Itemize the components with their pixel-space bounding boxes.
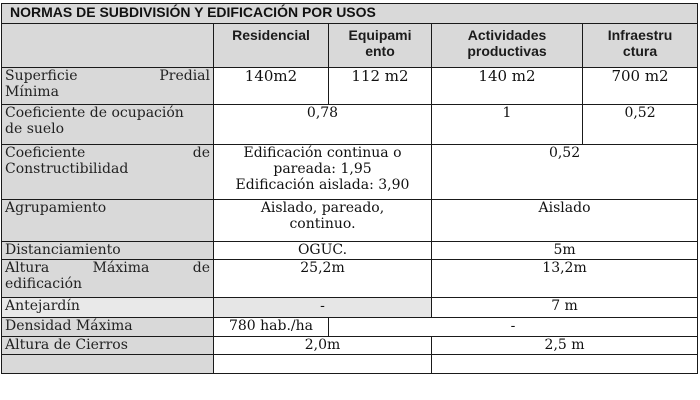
header-actividades-line2: productivas: [467, 43, 547, 59]
header-row: [2, 24, 698, 68]
label-constructibilidad-line2: Constructibilidad: [5, 161, 129, 177]
row-agrupamiento: [2, 200, 698, 242]
header-actividades: [432, 24, 583, 68]
densidad-rest: -: [329, 318, 698, 337]
header-infraestructura: [583, 24, 698, 68]
title-row: [2, 4, 698, 24]
header-equipamiento-line2: ento: [365, 43, 395, 59]
label-superficie: [2, 68, 214, 105]
distanciamiento-res-equip: OGUC.: [214, 242, 432, 260]
header-infra-line2: ctura: [622, 43, 658, 59]
header-empty-cell: [2, 24, 214, 68]
antejardin-res-equip: -: [214, 298, 432, 318]
row-cierros: [2, 337, 698, 355]
ocupacion-res-equip: 0,78: [214, 105, 432, 145]
empty-label-cell: [2, 355, 214, 374]
label-altura-line1: Altura Máxima de: [5, 260, 210, 276]
label-constructibilidad: [2, 145, 214, 200]
agrupamiento-act-infra: Aislado: [432, 200, 698, 242]
constructibilidad-line1: Edificación continua o: [243, 145, 402, 161]
superficie-actividades: 140 m2: [432, 68, 583, 105]
superficie-infraestructura: 700 m2: [583, 68, 698, 105]
agrupamiento-res-equip: [214, 200, 432, 242]
label-cierros: Altura de Cierros: [2, 337, 214, 355]
header-residencial: [214, 24, 329, 68]
norms-table: [1, 3, 698, 374]
label-antejardin: Antejardín: [2, 298, 214, 318]
label-ocupacion-line1: Coeficiente de ocupación: [5, 105, 184, 121]
header-infra-line1: Infraestru: [607, 27, 673, 43]
row-antejardin: [2, 298, 698, 318]
row-altura-maxima: [2, 260, 698, 298]
header-equipamiento: [329, 24, 432, 68]
cierros-res-equip: 2,0m: [214, 337, 432, 355]
row-empty: [2, 355, 698, 374]
label-constructibilidad-line1: Coeficiente de: [5, 145, 210, 161]
row-superficie: [2, 68, 698, 105]
label-superficie-line2: Mínima: [5, 84, 59, 100]
label-densidad: Densidad Máxima: [2, 318, 214, 337]
header-residencial-text: Residencial: [232, 27, 310, 43]
constructibilidad-res-equip: [214, 145, 432, 200]
label-ocupacion: [2, 105, 214, 145]
row-ocupacion: [2, 105, 698, 145]
superficie-residencial: 140m2: [214, 68, 329, 105]
label-distanciamiento: Distanciamiento: [2, 242, 214, 260]
superficie-equipamiento: 112 m2: [329, 68, 432, 105]
antejardin-act-infra: 7 m: [432, 298, 698, 318]
agrupamiento-line1: Aislado, pareado,: [260, 200, 385, 216]
altura-res-equip: 25,2m: [214, 260, 432, 298]
densidad-residencial: 780 hab./ha: [214, 318, 329, 337]
empty-act-infra-cell: [432, 355, 698, 374]
label-superficie-line1: Superficie Predial: [5, 68, 210, 84]
ocupacion-infraestructura: 0,52: [583, 105, 698, 145]
row-constructibilidad: [2, 145, 698, 200]
ocupacion-actividades: 1: [432, 105, 583, 145]
agrupamiento-line2: continuo.: [289, 216, 356, 232]
label-ocupacion-line2: de suelo: [5, 121, 65, 137]
label-altura-maxima: [2, 260, 214, 298]
empty-res-equip-cell: [214, 355, 432, 374]
label-agrupamiento: Agrupamiento: [2, 200, 214, 242]
distanciamiento-act-infra: 5m: [432, 242, 698, 260]
label-altura-line2: edificación: [5, 276, 83, 292]
cierros-act-infra: 2,5 m: [432, 337, 698, 355]
altura-act-infra: 13,2m: [432, 260, 698, 298]
constructibilidad-line3: Edificación aislada: 3,90: [235, 177, 410, 193]
header-actividades-line1: Actividades: [467, 27, 547, 43]
table-title: NORMAS DE SUBDIVISIÓN Y EDIFICACIÓN POR USOS: [2, 4, 698, 24]
row-densidad: [2, 318, 698, 337]
constructibilidad-line2: pareada: 1,95: [273, 161, 372, 177]
constructibilidad-act-infra: 0,52: [432, 145, 698, 200]
row-distanciamiento: [2, 242, 698, 260]
header-equipamiento-line1: Equipami: [348, 27, 412, 43]
